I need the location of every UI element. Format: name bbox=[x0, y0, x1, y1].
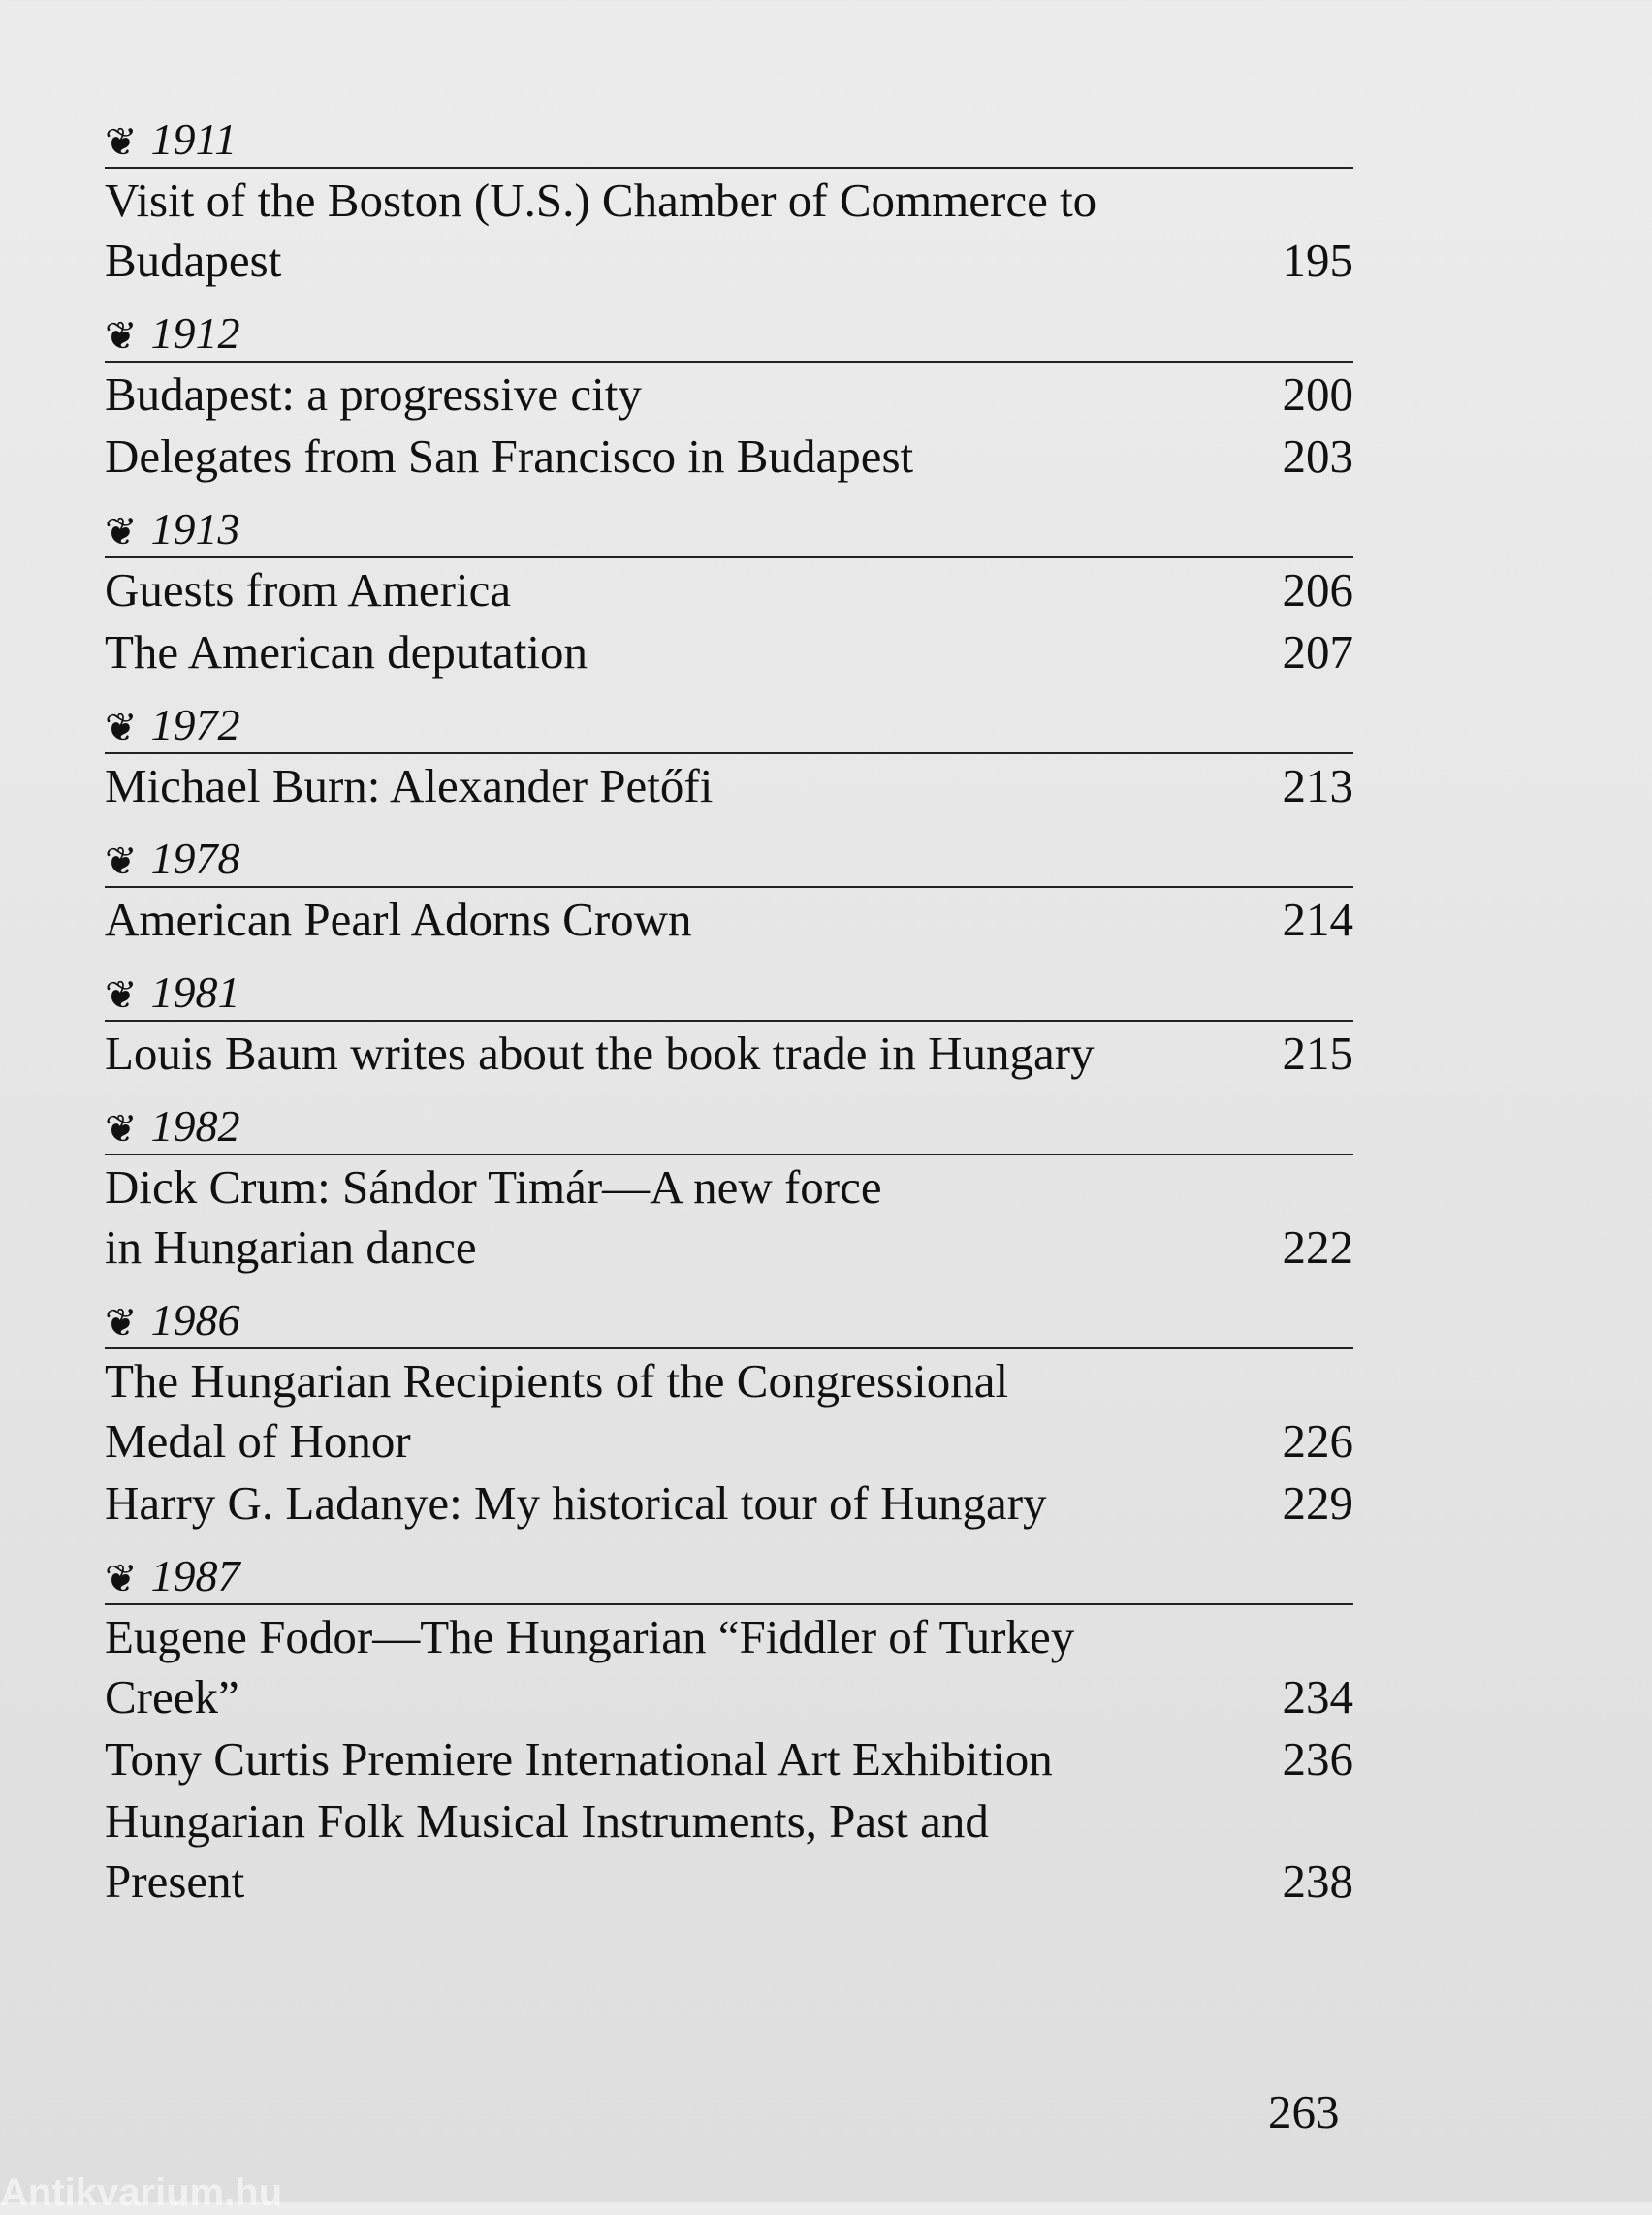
year-heading bbox=[105, 308, 1353, 363]
toc-entry[interactable] bbox=[105, 756, 1353, 816]
entry-title-line: Eugene Fodor—The Hungarian “Fiddler of Turkey bbox=[105, 1610, 1075, 1663]
toc-entry[interactable] bbox=[105, 171, 1353, 291]
entry-title-line: Harry G. Ladanye: My historical tour of Hungary bbox=[105, 1476, 1047, 1530]
toc-entry[interactable] bbox=[105, 1729, 1353, 1789]
year-label: 1913 bbox=[150, 504, 240, 554]
entry-title-line: Dick Crum: Sándor Timár—A new force bbox=[105, 1160, 882, 1214]
fleuron-icon: ❦ bbox=[105, 510, 138, 554]
entry-title bbox=[105, 427, 1256, 487]
entry-title bbox=[105, 756, 1256, 816]
toc-section bbox=[105, 114, 1353, 291]
fleuron-icon: ❦ bbox=[105, 120, 138, 164]
fleuron-icon: ❦ bbox=[105, 839, 138, 883]
entry-title-line: Present bbox=[105, 1854, 245, 1908]
entry-page-number: 215 bbox=[1282, 1027, 1353, 1080]
entry-title bbox=[105, 1157, 1256, 1278]
entry-page-number: 206 bbox=[1282, 563, 1353, 617]
toc-section bbox=[105, 700, 1353, 816]
year-heading bbox=[105, 504, 1353, 558]
year-heading bbox=[105, 1551, 1353, 1605]
entry-title-line: Michael Burn: Alexander Petőfi bbox=[105, 759, 714, 812]
page-number: 263 bbox=[1268, 2085, 1340, 2138]
entry-title-line: in Hungarian dance bbox=[105, 1220, 477, 1274]
entry-title-line: Medal of Honor bbox=[105, 1414, 411, 1468]
entry-title bbox=[105, 890, 1256, 950]
fleuron-icon: ❦ bbox=[105, 1557, 138, 1600]
year-heading bbox=[105, 1295, 1353, 1349]
year-heading bbox=[105, 700, 1353, 754]
entry-title bbox=[105, 364, 1256, 425]
entry-title-line: Budapest: a progressive city bbox=[105, 367, 642, 421]
entry-page-number: 203 bbox=[1282, 429, 1353, 483]
toc-section bbox=[105, 1101, 1353, 1278]
year-heading bbox=[105, 834, 1353, 888]
entry-title-line: American Pearl Adorns Crown bbox=[105, 893, 692, 946]
toc-entry[interactable] bbox=[105, 1473, 1353, 1534]
entry-title-line: Budapest bbox=[105, 234, 282, 287]
toc-section bbox=[105, 1295, 1353, 1534]
entry-page-number: 226 bbox=[1282, 1414, 1353, 1468]
entry-title-line: Louis Baum writes about the book trade in Hungary bbox=[105, 1027, 1095, 1080]
year-label: 1982 bbox=[150, 1101, 240, 1151]
year-heading bbox=[105, 114, 1353, 169]
entry-title-line: Guests from America bbox=[105, 563, 512, 617]
year-label: 1987 bbox=[150, 1551, 240, 1600]
year-label: 1981 bbox=[150, 967, 240, 1017]
entry-page-number: 238 bbox=[1282, 1854, 1353, 1908]
year-heading bbox=[105, 967, 1353, 1022]
toc-section bbox=[105, 1551, 1353, 1912]
entry-title-line: The Hungarian Recipients of the Congressional bbox=[105, 1354, 1009, 1408]
year-label: 1986 bbox=[150, 1295, 240, 1345]
entry-title bbox=[105, 1024, 1256, 1084]
year-label: 1911 bbox=[150, 114, 238, 164]
year-label: 1912 bbox=[150, 308, 240, 358]
toc-entry[interactable] bbox=[105, 1351, 1353, 1471]
toc-entry[interactable] bbox=[105, 560, 1353, 620]
entry-title-line: Creek” bbox=[105, 1670, 239, 1724]
entry-title bbox=[105, 622, 1256, 682]
entry-title bbox=[105, 1607, 1256, 1727]
year-heading bbox=[105, 1101, 1353, 1155]
year-label: 1972 bbox=[150, 700, 240, 749]
fleuron-icon: ❦ bbox=[105, 706, 138, 749]
fleuron-icon: ❦ bbox=[105, 973, 138, 1017]
toc-entry[interactable] bbox=[105, 1607, 1353, 1727]
toc-entry[interactable] bbox=[105, 427, 1353, 487]
toc-entry[interactable] bbox=[105, 364, 1353, 425]
entry-page-number: 222 bbox=[1282, 1220, 1353, 1274]
toc-entry[interactable] bbox=[105, 1024, 1353, 1084]
fleuron-icon: ❦ bbox=[105, 314, 138, 358]
toc-entry[interactable] bbox=[105, 1791, 1353, 1912]
toc-entry[interactable] bbox=[105, 622, 1353, 682]
entry-title-line: Tony Curtis Premiere International Art Exhibition bbox=[105, 1732, 1053, 1786]
entry-page-number: 200 bbox=[1282, 367, 1353, 421]
entry-page-number: 213 bbox=[1282, 759, 1353, 812]
toc-section bbox=[105, 308, 1353, 487]
entry-title-line: Visit of the Boston (U.S.) Chamber of Commerce to bbox=[105, 174, 1097, 227]
entry-title-line: Delegates from San Francisco in Budapest bbox=[105, 429, 914, 483]
entry-title bbox=[105, 171, 1256, 291]
entry-title bbox=[105, 1729, 1256, 1789]
entry-title bbox=[105, 1473, 1256, 1534]
toc-section bbox=[105, 967, 1353, 1084]
entry-page-number: 234 bbox=[1282, 1670, 1353, 1724]
watermark: Antikvarium.hu bbox=[0, 2171, 283, 2214]
fleuron-icon: ❦ bbox=[105, 1107, 138, 1151]
fleuron-icon: ❦ bbox=[105, 1301, 138, 1345]
entry-page-number: 207 bbox=[1282, 625, 1353, 679]
toc-section bbox=[105, 504, 1353, 682]
entry-page-number: 236 bbox=[1282, 1732, 1353, 1786]
entry-page-number: 214 bbox=[1282, 893, 1353, 946]
table-of-contents bbox=[105, 114, 1353, 1929]
entry-title-line: The American deputation bbox=[105, 625, 588, 679]
toc-entry[interactable] bbox=[105, 1157, 1353, 1278]
entry-title-line: Hungarian Folk Musical Instruments, Past and bbox=[105, 1794, 989, 1848]
entry-title bbox=[105, 1791, 1256, 1912]
year-label: 1978 bbox=[150, 834, 240, 883]
entry-page-number: 195 bbox=[1282, 234, 1353, 287]
toc-section bbox=[105, 834, 1353, 950]
entry-page-number: 229 bbox=[1282, 1476, 1353, 1530]
entry-title bbox=[105, 1351, 1256, 1471]
toc-entry[interactable] bbox=[105, 890, 1353, 950]
entry-title bbox=[105, 560, 1256, 620]
